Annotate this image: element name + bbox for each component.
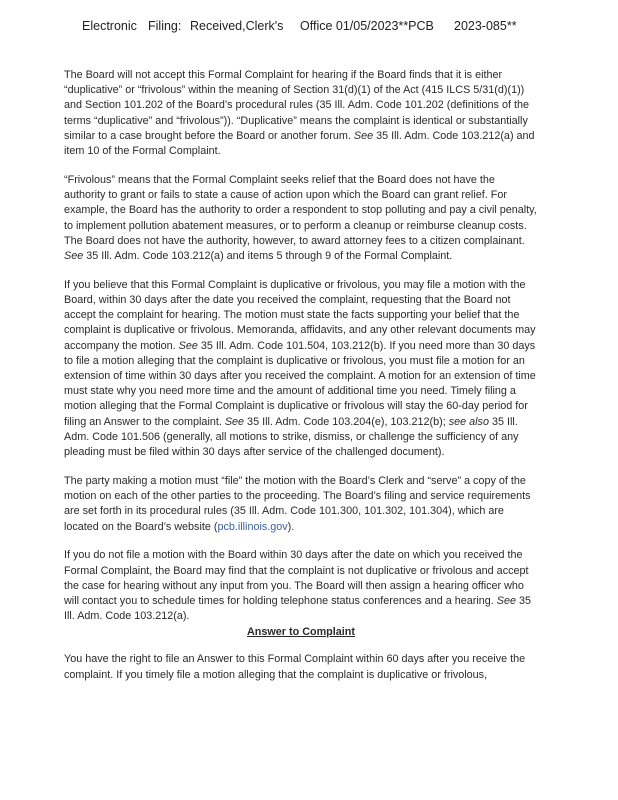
text-run: “Frivolous” means that the Formal Complaint seeks relief that the Board does not have the authority to grant or fails to state a cause of action upon which the Board can grant relief. For example, the Board has the authority to order a respondent to stop polluting and pay a civil penalty, to implement pollution abatement measures, or to perform a cleanup or reimburse cleanup costs. The Board does not have the authority, however, to award attorney fees to a citizen complainant. — [64, 173, 537, 247]
section-heading-answer: Answer to Complaint — [247, 626, 355, 639]
citation-signal: See — [178, 339, 198, 352]
citation-signal: See — [64, 249, 84, 262]
paragraph-frivolous — [64, 173, 538, 264]
text-run: If you believe that this Formal Complaint is duplicative or frivolous, you may file a motion with the Board, within 30 days after the date you received the complaint, requesting that the Board not accept the complaint for hearing. The motion must state the facts supporting your belief that the complaint is duplicative or frivolous. Memoranda, affidavits, and any other relevant documents may accompany the motion. — [64, 278, 536, 352]
paragraph-answer: You have the right to file an Answer to this Formal Complaint within 60 days after you receive the complaint. If you timely file a motion alleging that the complaint is duplicative or frivolous, — [64, 653, 526, 681]
text-run: The party making a motion must “file” the motion with the Board’s Clerk and “serve” a copy of the motion on each of the other parties to the proceeding. The Board’s filing and service requirements are set forth in its procedural rules (35 Ill. Adm. Code 101.300, 101.302, 101.304), which are located on the Board’s website ( — [64, 474, 531, 533]
document-body — [64, 68, 538, 696]
citation-signal: see also — [448, 415, 489, 428]
text-run: 35 Ill. Adm. Code 103.212(a) and item 10 of the Formal Complaint. — [64, 129, 535, 158]
paragraph-no-motion — [64, 548, 538, 624]
header-filing: Filing: — [148, 19, 182, 33]
filing-header — [82, 19, 602, 35]
text-run: 35 Ill. Adm. Code 103.204(e), 103.212(b); — [244, 415, 449, 428]
citation-signal: See — [496, 595, 516, 608]
text-run: 35 Ill. Adm. Code 101.504, 103.212(b). If you need more than 30 days to file a motion alleging that the complaint is duplicative or frivolous, you must file a motion for an extension of time within 30 days after you received the complaint. A motion for an extension of time must state why you need more time and the amount of additional time you need. Timely filing a motion alleging that the Formal Complaint is duplicative or frivolous will stay the 60-day period for filing an Answer to the complaint. — [64, 339, 536, 428]
text-run: 35 Ill. Adm. Code 101.506 (generally, all motions to strike, dismiss, or challenge the sufficiency of any pleading must be filed within 30 days after service of the challenged document). — [64, 415, 519, 459]
text-run: ). — [287, 520, 295, 533]
text-run: The Board will not accept this Formal Complaint for hearing if the Board finds that it is either “duplicative” or “frivolous” within the meaning of Section 31(d)(1) of the Act (415 ILCS 5/31(d)(1)) and Section 101.202 of the Board’s procedural rules (35 Ill. Adm. Code 101.202 (definitions of the terms “duplicative” and “frivolous”)). “Duplicative” means the complaint is identical or substantially similar to a case brought before the Board or another forum. — [64, 69, 529, 142]
paragraph-filing-service — [64, 474, 538, 535]
citation-signal: See — [353, 129, 374, 142]
paragraph-duplicative — [64, 68, 538, 159]
header-received: Received,Clerk's — [190, 19, 284, 33]
paragraph-motion — [64, 278, 538, 460]
citation-signal: See — [224, 415, 245, 428]
header-office-date: Office 01/05/2023**PCB — [300, 19, 434, 33]
text-run: If you do not file a motion with the Board within 30 days after the date on which you received the Formal Complaint, the Board may find that the complaint is not duplicative or frivolous and accept the case for hearing without any input from you. The Board will then assign a hearing officer who will contact you to schedule times for holding telephone status conferences and a hearing. — [64, 549, 529, 608]
website-link[interactable]: pcb.illinois.gov — [217, 520, 288, 533]
text-run: 35 Ill. Adm. Code 103.212(a). — [64, 595, 531, 623]
text-run: 35 Ill. Adm. Code 103.212(a) and items 5 through 9 of the Formal Complaint. — [83, 249, 453, 262]
header-electronic: Electronic — [82, 19, 137, 33]
header-case-number: 2023-085** — [454, 19, 517, 33]
